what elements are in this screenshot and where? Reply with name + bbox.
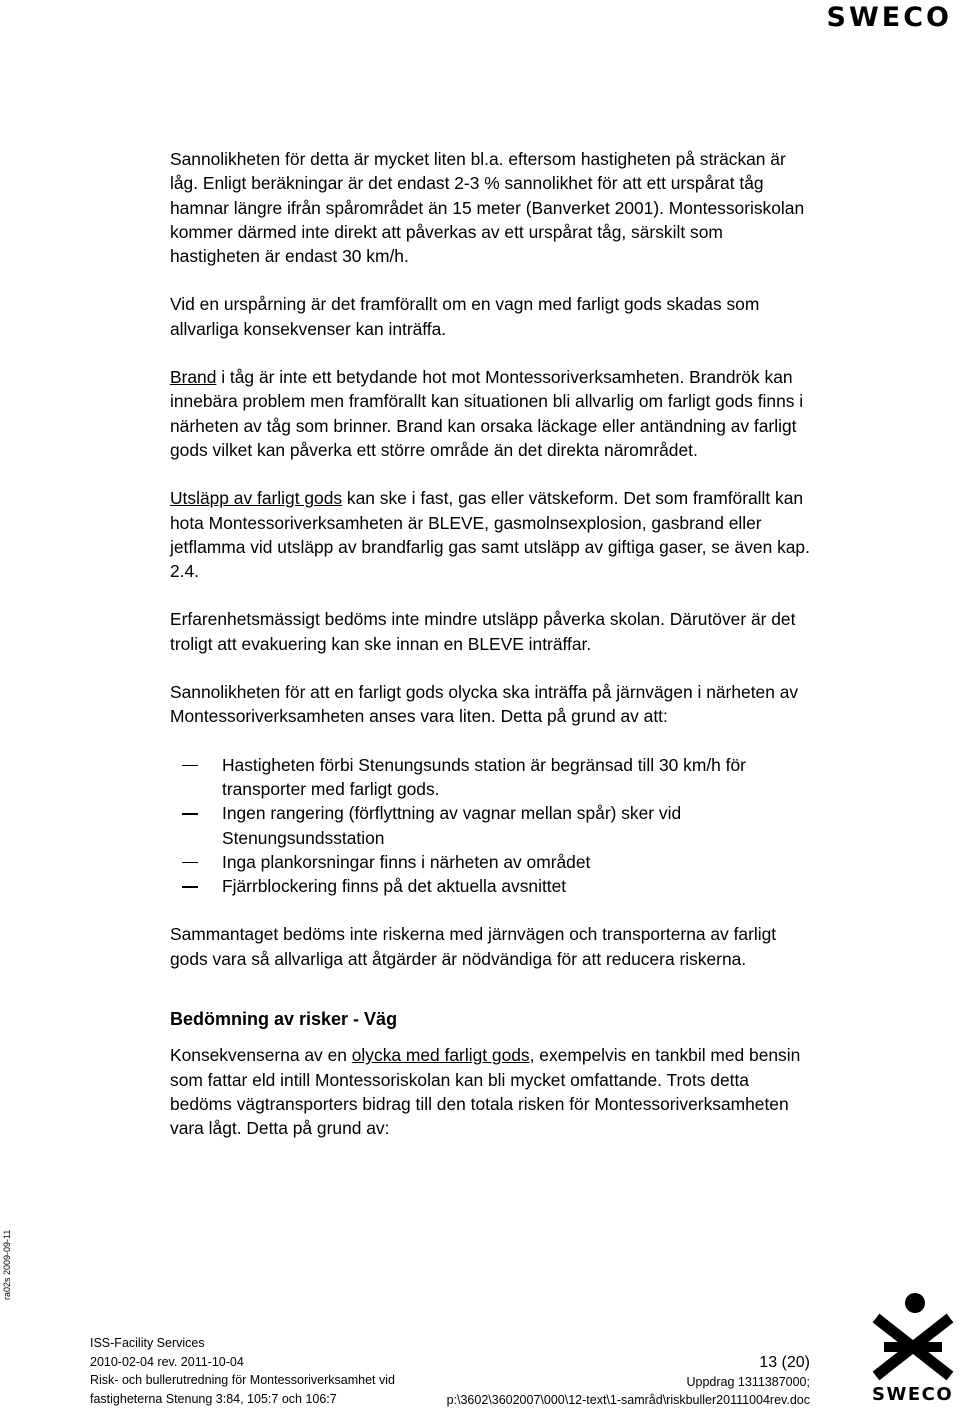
paragraph-road-consequences [170,1043,810,1140]
paragraph-derailment-consequence: Vid en urspårning är det framförallt om en vagn med farligt gods skadas som allvarliga konsekvenser kan inträffa. [170,294,760,339]
paragraph-experience: Erfarenhetsmässigt bedöms inte mindre utsläpp påverka skolan. Därutöver är det troligt att evakuering kan ske innan en BLEVE inträffar. [170,609,796,654]
sweco-logo-top: SWECO [826,2,952,33]
footer-company: ISS-Facility Services [90,1336,205,1350]
footer-title-line1: Risk- och bullerutredning för Montessoriverksamhet vid [90,1373,395,1387]
footer-left [90,1334,450,1408]
side-document-code: ra02s 2009-09-11 [2,1229,12,1300]
paragraph-summary: Sammantaget bedöms inte riskerna med järnvägen och transporterna av farligt gods vara så allvarliga att åtgärder är nödvändiga för att reducera riskerna. [170,924,777,969]
paragraph-release-text: kan ske i fast, gas eller vätskeform. Det som framförallt kan hota Montessoriverksamheten är BLEVE, gasmolnsexplosion, gasbrand eller jetflamma vid utsläpp av brandfarlig gas samt utsläpp av giftiga gaser, se även kap. 2.4. [170,488,810,582]
list-item: Hastigheten förbi Stenungsunds station är begränsad till 30 km/h för transporter med farligt gods. [170,753,810,802]
list-item: Ingen rangering (förflyttning av vagnar mellan spår) sker vid Stenungsundsstation [170,801,810,850]
reason-list [170,753,810,899]
sweco-logo-bottom: SWECO [872,1384,954,1405]
section-heading: Bedömning av risker - Väg [170,1009,398,1030]
document-body [170,147,810,1141]
link-brand[interactable]: Brand [170,367,217,388]
page-number: 13 (20) [759,1354,810,1371]
list-item: Inga plankorsningar finns i närheten av området [170,850,810,874]
footer-title-line2: fastigheterna Stenung 3:84, 105:7 och 106:7 [90,1391,337,1406]
paragraph-probability-railway: Sannolikheten för att en farligt gods olycka ska inträffa på järnvägen i närheten av Montessoriverksamheten anses vara liten. Detta på grund av att: [170,682,799,727]
paragraph-fire-text: i tåg är inte ett betydande hot mot Montessoriverksamheten. Brandrök kan innebära problem men framförallt kan situationen bli allvarlig om farligt gods finns i närheten av tåg som brinner. Brand kan orsaka läckage eller antändning av farligt gods vilket kan påverka ett större område än det direkta närområdet. [170,367,804,460]
footer-assignment: Uppdrag 1311387000; [686,1374,810,1389]
footer-right [447,1354,810,1410]
paragraph-release [170,486,810,583]
paragraph-road-text-start: Konsekvenserna av en [170,1045,352,1066]
paragraph-derailment-probability: Sannolikheten för detta är mycket liten bl.a. eftersom hastigheten på sträckan är låg. Enligt beräkningar är det endast 2-3 % sannolikhet för att ett urspårat tåg hamnar längre ifrån spårområdet än 15 meter (Banverket 2001). Montessoriskolan kommer därmed inte direkt att påverkas av ett urspårat tåg, särskilt som hastigheten är endast 30 km/h. [170,149,805,267]
link-accident-dangerous-goods[interactable]: olycka med farligt gods [351,1045,530,1066]
footer-file-path: p:\3602\3602007\000\12-text\1-samråd\riskbuller20111004rev.doc [446,1393,810,1407]
paragraph-road-text-rest: , exempelvis en tankbil med bensin som fattar eld intill Montessoriskolan kan bli mycket omfattande. Trots detta bedöms vägtransporters bidrag till den totala risken för Montessoriverksamheten vara lågt. Detta på grund av: [170,1045,801,1139]
footer-date: 2010-02-04 rev. 2011-10-04 [90,1354,244,1369]
paragraph-fire [170,365,810,462]
list-item: Fjärrblockering finns på det aktuella avsnittet [170,874,810,898]
link-release-dangerous-goods[interactable]: Utsläpp av farligt gods [170,488,343,509]
